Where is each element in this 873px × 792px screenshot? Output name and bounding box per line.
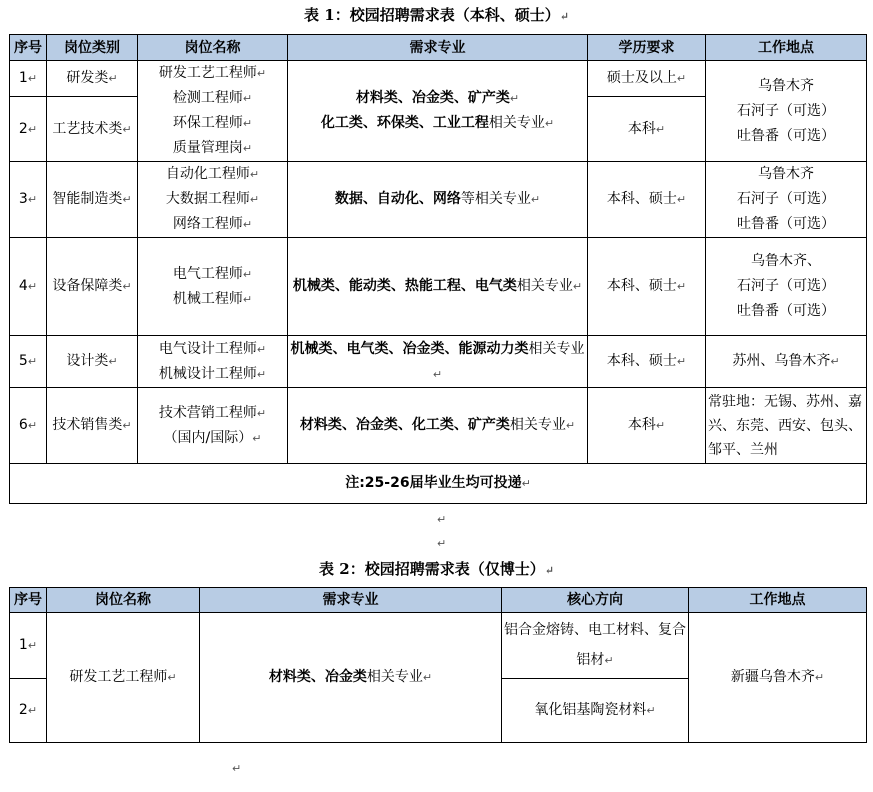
location-cell: 新疆乌鲁木齐↵ [689,613,867,743]
location-cell: 苏州、乌鲁木齐↵ [706,336,867,388]
category-cell: 技术销售类↵ [47,388,138,464]
major-cell: 材料类、冶金类、化工类、矿产类相关专业↵ [288,388,588,464]
position-cell: 研发工艺工程师↵ 检测工程师↵ 环保工程师↵ 质量管理岗↵ [138,61,288,162]
category-cell: 设计类↵ [47,336,138,388]
direction-cell: 氧化铝基陶瓷材料↵ [502,679,689,743]
position-cell: 电气设计工程师↵ 机械设计工程师↵ [138,336,288,388]
table-row [10,238,867,336]
paragraph-mark: ↵ [437,537,447,550]
location-cell: 乌鲁木齐 石河子（可选） 吐鲁番（可选） [706,61,867,162]
row-number: 1↵ [10,61,47,97]
education-cell: 本科↵ [588,97,706,162]
major-cell: 数据、自动化、网络等相关专业↵ [288,162,588,238]
recruitment-table-doctorate [9,587,867,743]
direction-cell: 铝合金熔铸、电工材料、复合铝材↵ [502,613,689,679]
location-cell: 常驻地：无锡、苏州、嘉兴、东莞、西安、包头、邹平、兰州 [706,388,867,464]
header-direction: 核心方向 [502,588,689,613]
header-major: 需求专业 [200,588,502,613]
row-number: 4↵ [10,238,47,336]
category-cell: 智能制造类↵ [47,162,138,238]
position-cell: 研发工艺工程师↵ [47,613,200,743]
header-position: 岗位名称 [138,35,288,61]
table-row [10,336,867,388]
major-cell: 材料类、冶金类相关专业↵ [200,613,502,743]
table-row [10,162,867,238]
education-cell: 本科、硕士↵ [588,336,706,388]
major-cell: 机械类、电气类、冶金类、能源动力类相关专业↵ [288,336,588,388]
education-cell: 本科、硕士↵ [588,162,706,238]
row-number: 2↵ [10,97,47,162]
note-cell: 注:25-26届毕业生均可投递↵ [10,464,867,504]
paragraph-mark: ↵ [232,762,242,775]
education-cell: 硕士及以上↵ [588,61,706,97]
category-cell: 设备保障类↵ [47,238,138,336]
row-number: 2↵ [10,679,47,743]
header-category: 岗位类别 [47,35,138,61]
table-row [10,388,867,464]
header-position: 岗位名称 [47,588,200,613]
recruitment-table-bachelor-master [9,34,867,504]
row-number: 1↵ [10,613,47,679]
education-cell: 本科↵ [588,388,706,464]
position-cell: 技术营销工程师↵ （国内/国际）↵ [138,388,288,464]
education-cell: 本科、硕士↵ [588,238,706,336]
position-cell: 电气工程师↵ 机械工程师↵ [138,238,288,336]
header-no: 序号 [10,35,47,61]
category-cell: 研发类↵ [47,61,138,97]
header-location: 工作地点 [706,35,867,61]
location-cell: 乌鲁木齐、 石河子（可选） 吐鲁番（可选） [706,238,867,336]
major-cell: 机械类、能动类、热能工程、电气类相关专业↵ [288,238,588,336]
table-row [10,613,867,679]
row-number: 3↵ [10,162,47,238]
category-cell: 工艺技术类↵ [47,97,138,162]
table-header-row [10,35,867,61]
table1-title: 表 1：校园招聘需求表（本科、硕士）↵ [304,6,569,24]
header-education: 学历要求 [588,35,706,61]
table2-title: 表 2：校园招聘需求表（仅博士）↵ [319,560,554,578]
table-header-row [10,588,867,613]
major-cell: 材料类、冶金类、矿产类↵ 化工类、环保类、工业工程相关专业↵ [288,61,588,162]
header-location: 工作地点 [689,588,867,613]
header-no: 序号 [10,588,47,613]
paragraph-mark: ↵ [437,513,447,526]
row-number: 5↵ [10,336,47,388]
location-cell: 乌鲁木齐 石河子（可选） 吐鲁番（可选） [706,162,867,238]
table-row [10,61,867,97]
header-major: 需求专业 [288,35,588,61]
note-row [10,464,867,504]
position-cell: 自动化工程师↵ 大数据工程师↵ 网络工程师↵ [138,162,288,238]
row-number: 6↵ [10,388,47,464]
